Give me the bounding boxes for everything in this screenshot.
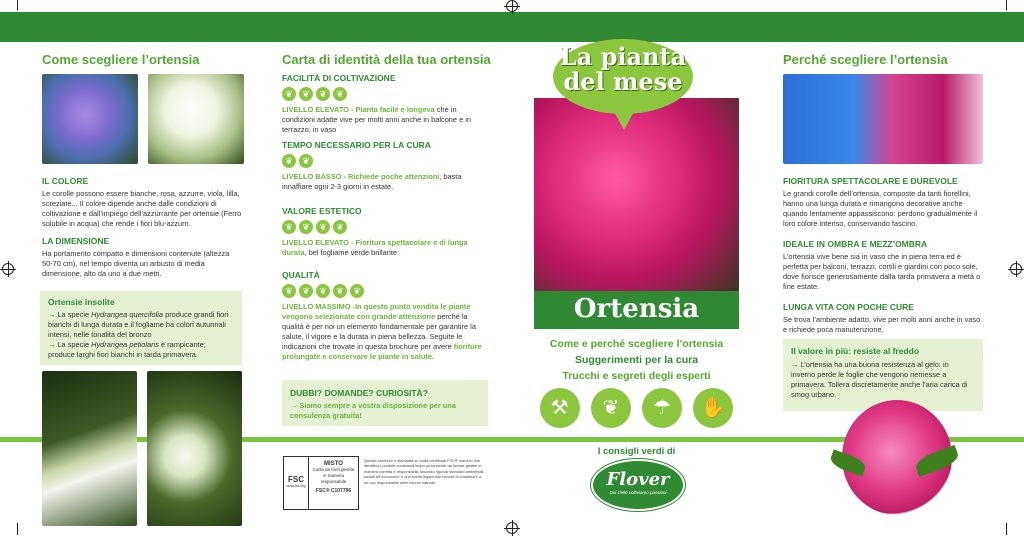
fsc-code: FSC® C107796	[315, 488, 352, 494]
fsc-logo-text: FSC	[288, 475, 304, 484]
colore-section	[42, 176, 242, 279]
leaf-icon: ❦	[282, 87, 296, 101]
estetico-level: LIVELLO ELEVATO - Fioritura spettacolare e di lunga durata	[282, 238, 468, 257]
leaf-icon: ❦	[299, 220, 313, 234]
photo-mixed-hydrangeas	[783, 74, 983, 164]
leaf-icon: ❦	[333, 284, 347, 298]
qualita-text: perché la qualità è per noi un elemento fondamentale per garantire la salute, il vigore e la durata in piena bellezza. Seguite le indicazioni che trovate in questa brochure per avere	[282, 312, 476, 351]
crop-mark	[1006, 0, 1007, 10]
ortensie-insolite-title: Ortensie insolite	[48, 297, 115, 307]
tempo-text: , basta innaffiare ogni 2-3 giorni in estate.	[282, 172, 462, 191]
consigli-label: I consigli verdi di	[597, 446, 676, 457]
top-band	[0, 12, 1024, 42]
leaf-icon: ❦	[316, 220, 330, 234]
bubble-line1: La pianta	[559, 42, 687, 71]
leaf-icon: ❦	[299, 154, 313, 168]
photo-white-hydrangea	[148, 74, 244, 164]
freddo-text: → L’ortensia ha una buona resistenza al gelo: in inverno perde le foglie che vengono riemesse a primavera. Tollera discretamente anche l’aria carica di smog urbano.	[791, 360, 968, 399]
bubble-text	[553, 44, 693, 94]
photo-quercifolia	[42, 371, 137, 526]
leaf-icon: ❦	[299, 284, 313, 298]
cover-line3: Trucchi e segreti degli esperti	[562, 370, 711, 382]
watering-can-icon: ☂	[642, 388, 682, 428]
leaf-icon: ❦	[316, 284, 330, 298]
cover-icons	[534, 388, 739, 428]
qualita-leaves	[282, 284, 488, 298]
tempo-level: LIVELLO BASSO - Richiede poche attenzioni	[282, 172, 440, 181]
cover-line2: Suggerimenti per la cura	[574, 354, 699, 366]
colore-title: IL COLORE	[42, 176, 89, 186]
dimensione-text: Ha portamento compatto e dimensioni contenute (altezza 50-70 cm), nel tempo diventa un arbusto di media dimensione, alto da uno a due metri.	[42, 249, 230, 278]
ortensie-insolite-box	[40, 291, 242, 365]
registration-mark	[1010, 263, 1022, 275]
leaf-icon: ❦	[333, 87, 347, 101]
crop-mark	[1006, 523, 1007, 535]
cover-lines	[534, 336, 739, 384]
flover-logo	[591, 459, 685, 511]
facilita-title: FACILITÀ DI COLTIVAZIONE	[282, 73, 396, 83]
dubbi-box	[282, 380, 488, 426]
estetico-text: , bel fogliame verde brillante	[304, 248, 398, 257]
box-item1-species: Hydrangea quercifolia	[91, 310, 164, 319]
right-title: Perché scegliere l’ortensia	[783, 52, 948, 67]
qualita-title: QUALITÀ	[282, 270, 320, 280]
box-item2-post: è rampicante; produce larghi fiori bianchi in tarda primavera.	[48, 340, 206, 359]
leaf-icon: ❦	[282, 284, 296, 298]
box-item2-species: Hydrangea petiolaris	[91, 340, 159, 349]
qualita-level: LIVELLO MASSIMO -In questo punto vendita le piante vengono selezionate con grande attenzione	[282, 302, 471, 321]
leaf-icon: ❦	[282, 220, 296, 234]
plant-name: Ortensia	[573, 294, 700, 324]
photo-pink-hydrangea	[534, 98, 739, 298]
leaf-icon: ❦	[282, 154, 296, 168]
leaf-icon: ❦	[299, 87, 313, 101]
crop-mark	[17, 523, 18, 535]
ombra-title: IDEALE IN OMBRA E MEZZ’OMBRA	[783, 239, 928, 249]
lunga-vita-text: Se trova l’ambiente adatto, vive per molti anni anche in vaso e richiede poca manutenzione.	[783, 315, 981, 334]
tempo-title: TEMPO NECESSARIO PER LA CURA	[282, 140, 431, 150]
freddo-box	[783, 339, 983, 411]
box-item1-pre: → La specie	[48, 310, 92, 319]
tools-icon: ⚒	[540, 388, 580, 428]
leaf-icon: ❦	[350, 284, 364, 298]
brand-tagline: Dal 1980 coltiviamo passioni	[609, 490, 667, 495]
fsc-note: Questa brochure è stampata su carta certificata FSC® marchio che identifica i prodotti contenenti legno proveniente da foreste gestite in maniera corretta e responsabile secondo rigorosi standard ambientali, sociali ed economici: è una scelta legata alla volontà di contribuire a un uso responsabile delle risorse naturali.	[364, 458, 485, 485]
bubble-line2: del mese	[563, 67, 683, 96]
photo-petiolaris	[147, 371, 242, 526]
carta-section	[282, 73, 488, 362]
right-sections	[783, 176, 983, 335]
photo-blue-hydrangea	[42, 74, 138, 164]
registration-mark	[2, 263, 14, 275]
box-item2-pre: → La specie	[48, 340, 92, 349]
fsc-sub: Carta da fonti gestite in maniera responsabile	[312, 467, 355, 484]
gloves-icon: ✋	[693, 388, 733, 428]
leaf-icon: ❦	[316, 87, 330, 101]
fsc-label: MISTO	[324, 461, 343, 467]
dubbi-title: DUBBI? DOMANDE? CURIOSITÀ?	[290, 388, 428, 398]
registration-mark	[506, 522, 518, 534]
fioritura-title: FIORITURA SPETTACOLARE E DUREVOLE	[783, 176, 958, 186]
facilita-level: LIVELLO ELEVATO - Pianta facile e longeva	[282, 105, 435, 114]
registration-mark	[506, 0, 518, 12]
fsc-url: www.fsc.org	[286, 484, 306, 488]
carta-title: Carta di identità della tua ortensia	[282, 52, 491, 67]
fsc-mark	[284, 457, 309, 509]
dimensione-title: LA DIMENSIONE	[42, 236, 110, 246]
freddo-title: Il valore in più: resiste al freddo	[791, 346, 920, 356]
ombra-text: L’ortensia vive bene sia in vaso che in piena terra ed è perfetta per balconi, terrazzi, cortili e giardini con poco sole, dove fiorisce generosamente dalla tarda primavera a metà o fine estate.	[783, 252, 981, 291]
facilita-text: che in condizioni adatte vive per molti anni anche in balcone e in terrazzo, in vaso	[282, 105, 471, 134]
fsc-logo	[283, 456, 359, 510]
estetico-title: VALORE ESTETICO	[282, 206, 362, 216]
brand-name: Flover	[606, 469, 670, 490]
cover-line1: Come e perché scegliere l’ortensia	[549, 338, 724, 350]
left-title: Come scegliere l’ortensia	[42, 52, 200, 67]
dubbi-text: → Siamo sempre a vostra disposizione per una consulenza gratuita!	[290, 401, 456, 420]
speech-bubble-tail	[612, 108, 636, 130]
estetico-leaves	[282, 220, 488, 234]
tempo-leaves	[282, 154, 488, 168]
fioritura-text: Le grandi corolle dell’ortensia, composte da tanti fiorellini, hanno una lunga durata e rimangono decorative anche quando lentamente appassiscono: perdono gradualmente il loro colore intenso, conservando fascino.	[783, 189, 978, 228]
colore-text: Le corolle possono essere bianche, rosa, azzurre, viola, lilla, screziate... Il colore dipende anche dalle condizioni di coltivazione e dall’impiego dell’azzurrante per ortensie (Ferro solubile in acqua) che rende i fiori blu-azzurri.	[42, 189, 242, 228]
box-item1-post: produce grandi fiori bianchi di lunga durata e il fogliame ha colori autunnali intensi, nelle tonalità del bronzo	[48, 310, 229, 339]
facilita-leaves	[282, 87, 488, 101]
plant-pot-icon: ❦	[591, 388, 631, 428]
crop-mark	[17, 0, 18, 10]
lunga-vita-title: LUNGA VITA CON POCHE CURE	[783, 302, 914, 312]
leaf-icon: ❦	[333, 220, 347, 234]
qualita-tail: fioriture prolungate e conservare le piante in salute.	[282, 342, 482, 361]
